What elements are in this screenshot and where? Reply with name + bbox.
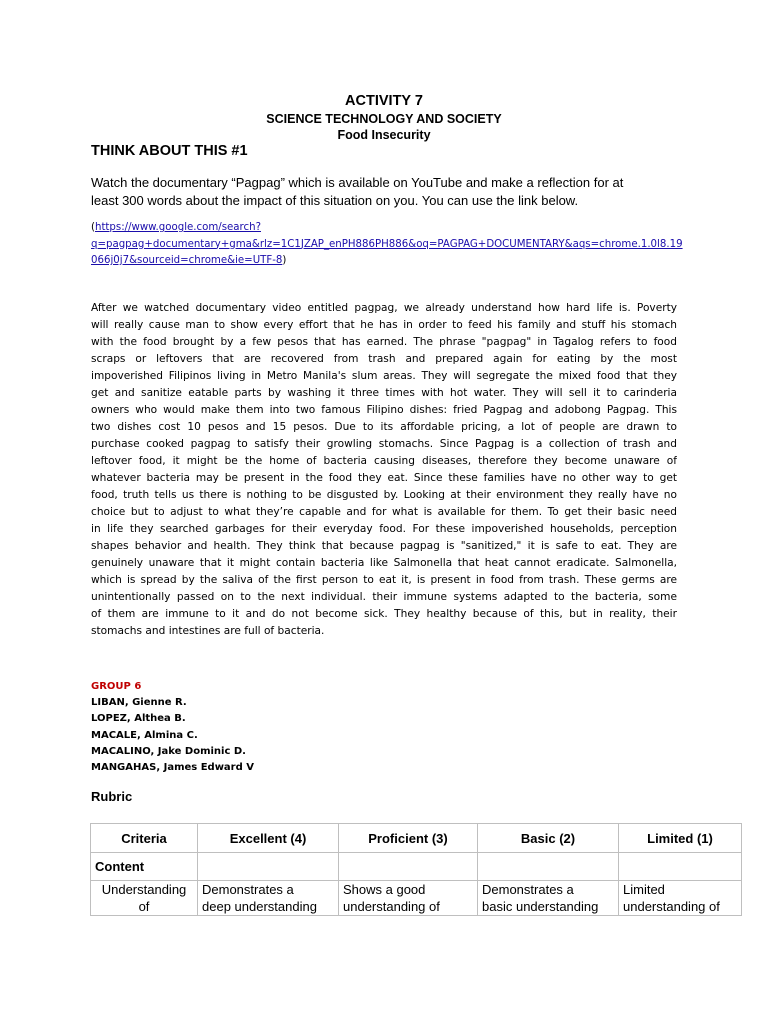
essay-line: which is spread by the saliva of the first person to eat it, is present in food from trash. These germs are [91, 574, 677, 586]
rubric-cell-line: Demonstrates a [482, 882, 574, 897]
essay-line: scraps or leftovers that are recovered from trash and prepared again for eating by the most [91, 353, 677, 365]
essay-line: choice but to adjust to what they’re capable and for what is available for them. To get their basic need [91, 506, 677, 518]
essay-line: two dishes cost 10 pesos and 15 pesos. Due to its affordable pricing, a lot of people are drawn to [91, 421, 677, 433]
rubric-table [90, 823, 742, 916]
essay-line: with the food brought by a few pesos that has earned. The phrase "pagpag" in Tagalog refers to food [91, 336, 677, 348]
essay-line: get and sanitize eatable parts by washing it three times with hot water. They will sell it to carinderia [91, 387, 677, 399]
rubric-empty-cell [478, 853, 619, 881]
group-title: GROUP 6 [91, 681, 142, 692]
rubric-row [91, 881, 742, 916]
rubric-title: Rubric [91, 789, 133, 804]
rubric-cell-line: Limited [623, 882, 665, 897]
rubric-cell-line: understanding of [623, 899, 720, 914]
rubric-header-cell: Excellent (4) [198, 824, 339, 853]
rubric-category-cell: Content [91, 853, 198, 881]
rubric-cell [478, 881, 619, 916]
essay-line: of them are immune to it and do not become sick. They healthy because of this, but in reality, their [91, 608, 677, 620]
rubric-cell-line: Understanding [101, 882, 187, 897]
link-line [91, 237, 691, 254]
rubric-header-cell: Limited (1) [619, 824, 742, 853]
rubric-category-row [91, 853, 742, 881]
essay-line: purchase cooked pagpag to satisfy their growling stomachs. Since Pagpag is a collection of trash and [91, 438, 677, 450]
group-member: MACALE, Almina C. [91, 729, 198, 741]
reference-link-part[interactable]: https://www.google.com/search? [94, 222, 261, 233]
essay-line: unintentionally passed on to the next individual. their immune systems adapted to the bacteria, some [91, 591, 677, 603]
link-line [91, 253, 691, 270]
prompt-line: Watch the documentary “Pagpag” which is available on YouTube and make a reflection for at [91, 175, 624, 190]
rubric-header-row [91, 824, 742, 853]
reference-link-part[interactable]: q=pagpag+documentary+gma&rlz=1C1JZAP_enPH886PH886&oq=PAGPAG+DOCUMENTARY&aqs=chrome.1.0l8.19 [91, 238, 683, 250]
rubric-cell-line: Demonstrates a [202, 882, 294, 897]
rubric-cell-line: understanding of [343, 899, 440, 914]
essay-line: food, truth tells us there is nothing to be disgusted by. Looking at their environment they really have no [91, 489, 677, 501]
essay-line: impoverished Filipinos living in Metro Manila's slum areas. They will segregate the mixed food that they [91, 370, 677, 382]
group-member: LOPEZ, Althea B. [91, 713, 186, 725]
think-heading: THINK ABOUT THIS #1 [91, 143, 248, 159]
rubric-empty-cell [619, 853, 742, 881]
activity-title: ACTIVITY 7 [345, 93, 423, 109]
prompt-line: least 300 words about the impact of this situation on you. You can use the link below. [91, 193, 579, 208]
rubric-empty-cell [198, 853, 339, 881]
essay-line: owners who would make them into two famous Filipino dishes: fried Pagpag and adobong Pagpag. This [91, 404, 677, 416]
group-member: MANGAHAS, James Edward V [91, 762, 254, 774]
rubric-cell [91, 881, 198, 916]
rubric-cell-line: deep understanding [202, 899, 317, 914]
reference-link-part[interactable]: 066j0j7&sourceid=chrome&ie=UTF-8 [91, 255, 283, 266]
essay-line: leftover food, it might be the home of bacteria causing diseases, therefore they become unaware of [91, 455, 677, 467]
essay-line: will really cause man to show every effort that he has in order to feed his family and stuff his stomach [91, 319, 677, 331]
reflection-essay [91, 300, 677, 640]
rubric-header-cell: Basic (2) [478, 824, 619, 853]
rubric-cell-line: basic understanding [482, 899, 599, 914]
essay-line: genuinely unaware that it might contain bacteria like Salmonella that heat cannot eradicate. Salmonella, [91, 557, 677, 569]
essay-line: After we watched documentary video entitled pagpag, we already understand how hard life is. Poverty [91, 302, 677, 314]
link-line [91, 220, 691, 237]
prompt-paragraph [91, 174, 681, 210]
essay-line: stomachs and intestines are full of bacteria. [91, 625, 325, 637]
link-open-paren: ( [91, 222, 95, 233]
rubric-header-cell: Criteria [91, 824, 198, 853]
link-close-paren: ) [282, 255, 287, 266]
rubric-empty-cell [339, 853, 478, 881]
rubric-cell-line: Shows a good [343, 882, 426, 897]
subject-title: SCIENCE TECHNOLOGY AND SOCIETY [266, 112, 502, 126]
reference-link-block [91, 220, 691, 270]
rubric-cell [198, 881, 339, 916]
rubric-cell-line: of [138, 899, 150, 914]
essay-line: whatever bacteria may be present in the food they eat. Since these families have no other way to get [91, 472, 677, 484]
rubric-header-cell: Proficient (3) [339, 824, 478, 853]
rubric-cell [619, 881, 742, 916]
essay-line: in life they searched garbages for their everyday food. For these impoverished households, perception [91, 523, 677, 535]
essay-line: shapes behavior and health. They think that because pagpag is "sanitized," it is safe to eat. They are [91, 540, 677, 552]
group-members [91, 679, 254, 776]
topic-title: Food Insecurity [337, 128, 431, 142]
group-member: MACALINO, Jake Dominic D. [91, 745, 246, 757]
rubric-cell [339, 881, 478, 916]
group-member: LIBAN, Gienne R. [91, 697, 187, 709]
